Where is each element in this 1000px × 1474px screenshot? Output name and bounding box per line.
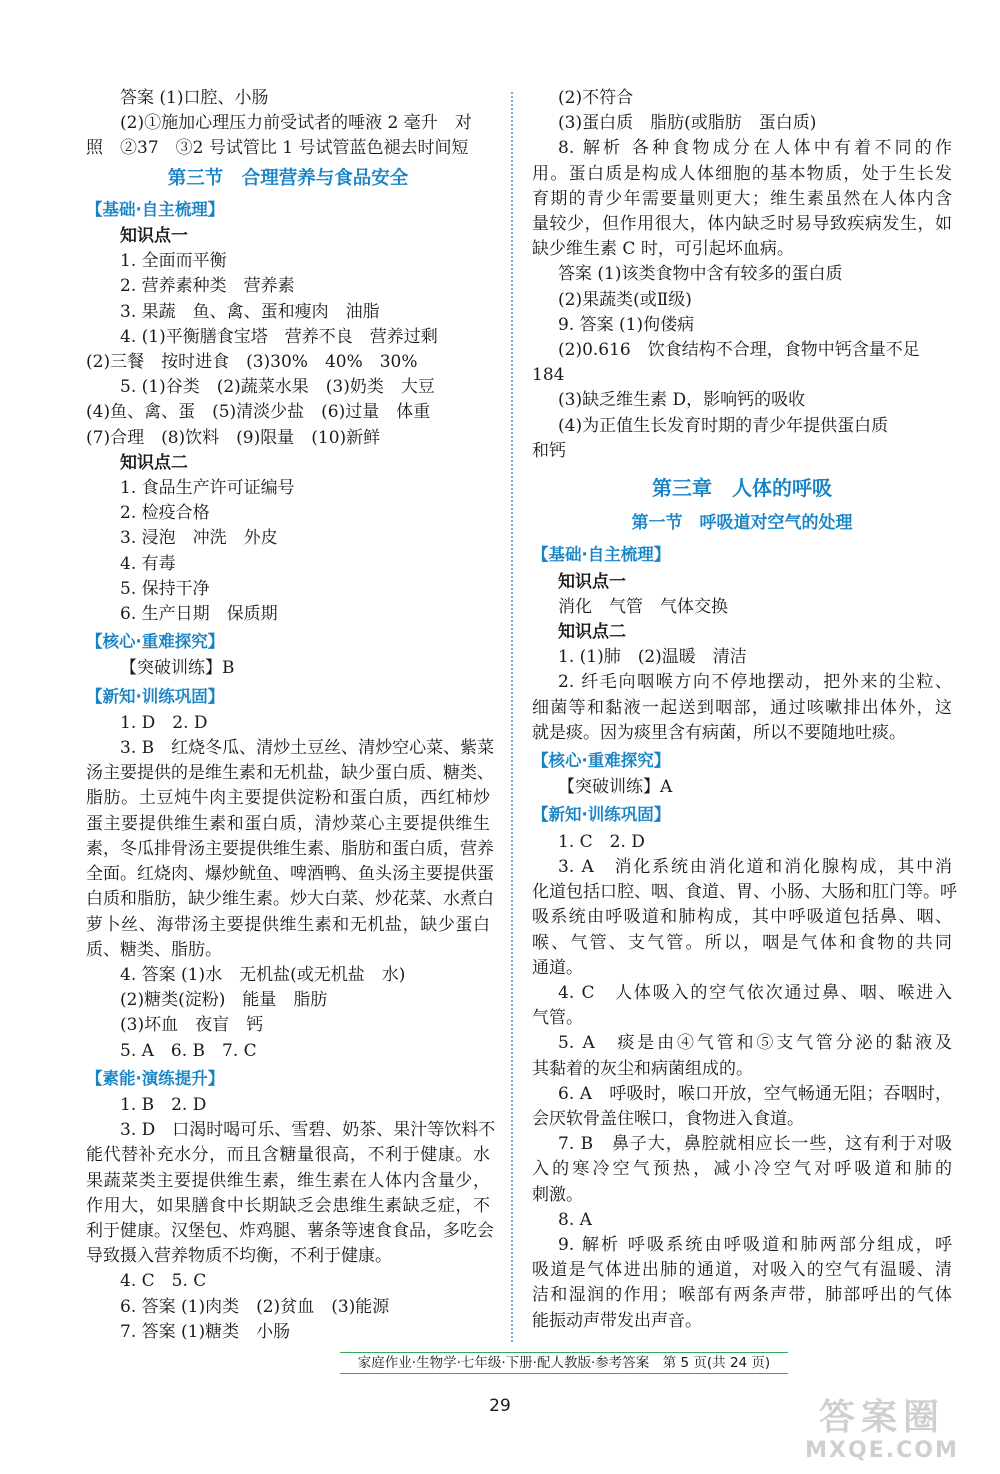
section-tag: 【基础·自主梳理】: [86, 199, 225, 219]
text-line: 5. (1)谷类 (2)蔬菜水果 (3)奶类 大豆: [120, 377, 435, 398]
text-line: 蛋主要提供维生素和蛋白质，清炒菜心主要提供维生: [86, 813, 490, 834]
text-line: 6. A 呼吸时，喉口开放，空气畅通无阻；吞咽时，: [558, 1083, 952, 1104]
text-line: 消化 气管 气体交换: [558, 596, 728, 617]
text-line: 缺少维生素 C 时，可引起坏血病。: [532, 239, 794, 260]
text-line: 就是痰。因为痰里含有病菌，所以不要随地吐痰。: [532, 722, 906, 743]
text-line: 利于健康。汉堡包、炸鸡腿、薯条等速食食品，多吃会: [86, 1220, 494, 1241]
text-line: 1. 全面而平衡: [120, 251, 227, 272]
text-line: 【突破训练】B: [120, 658, 235, 679]
text-line: 1. (1)肺 (2)温暖 清洁: [558, 647, 747, 668]
text-line: 2. 检疫合格: [120, 503, 210, 524]
page-number: 29: [489, 1396, 511, 1416]
text-line: (2)①施加心理压力前受试者的唾液 2 毫升 对: [120, 113, 472, 134]
watermark-text: 答案圈: [818, 1397, 945, 1438]
section-tag: 【新知·训练巩固】: [532, 805, 671, 825]
text-line: 用。蛋白质是构成人体细胞的基本物质，处于生长发: [532, 163, 952, 184]
section-title: 第三节 合理营养与食品安全: [167, 167, 409, 189]
text-line: 1. B 2. D: [120, 1094, 207, 1115]
footer-bar: 家庭作业·生物学·七年级·下册·配人教版·参考答案 第 5 页(共 24 页): [340, 1352, 788, 1374]
text-line: 量较少，但作用很大，体内缺乏时易导致疾病发生，如: [532, 214, 952, 235]
text-line: 7. B 鼻子大，鼻腔就相应长一些，这有利于对吸: [558, 1134, 952, 1155]
text-line: 脂肪。土豆炖牛肉主要提供淀粉和蛋白质，西红柿炒: [86, 788, 490, 809]
text-line: 白质和脂肪，缺少维生素。炒大白菜、炒花菜、水煮白: [86, 889, 494, 910]
text-line: 吸系统由呼吸道和肺构成，其中呼吸道包括鼻、咽、: [532, 907, 952, 928]
text-line: 【突破训练】A: [558, 777, 673, 798]
section-title: 第一节 呼吸道对空气的处理: [631, 513, 853, 534]
section-tag: 【基础·自主梳理】: [532, 545, 671, 565]
text-line: 6. 答案 (1)肉类 (2)贫血 (3)能源: [120, 1296, 390, 1317]
text-line: 通道。: [532, 957, 583, 978]
left-column: [86, 86, 496, 1345]
text-line: 1. C 2. D: [558, 831, 645, 852]
text-line: 3. 果蔬 鱼、禽、蛋和瘦肉 油脂: [120, 301, 380, 322]
text-line: 8. A: [558, 1209, 592, 1230]
chapter-title: 第三章 人体的呼吸: [652, 476, 832, 501]
text-line: 气管。: [532, 1008, 583, 1029]
text-line: 其黏着的灰尘和病菌组成的。: [532, 1058, 753, 1079]
text-line: 知识点二: [120, 452, 188, 473]
text-line: 作用大，如果膳食中长期缺乏会患维生素缺乏症，不: [86, 1195, 490, 1216]
text-line: 7. 答案 (1)糖类 小肠: [120, 1321, 291, 1342]
text-line: 喉、气管、支气管。所以，咽是气体和食物的共同: [532, 932, 952, 953]
text-line: 知识点二: [558, 622, 626, 643]
text-line: 184: [532, 365, 565, 386]
text-line: 知识点一: [120, 226, 188, 247]
text-line: 答案 (1)口腔、小肠: [120, 88, 269, 108]
text-line: 洁和湿润的作用；喉部有两条声带，肺部呼出的气体: [532, 1285, 952, 1306]
text-line: 4. (1)平衡膳食宝塔 营养不良 营养过剩: [120, 326, 438, 347]
text-line: (3)坏血 夜盲 钙: [120, 1015, 264, 1036]
text-line: 会厌软骨盖住喉口，食物进入食道。: [532, 1108, 804, 1129]
text-line: 3. 浸泡 冲洗 外皮: [120, 528, 278, 549]
text-line: (2)糖类(淀粉) 能量 脂肪: [120, 990, 328, 1011]
text-line: (2)不符合: [558, 88, 634, 108]
text-line: 照 ②37 ③2 号试管比 1 号试管蓝色褪去时间短: [86, 138, 469, 159]
text-line: 全面。红烧肉、爆炒鱿鱼、啤酒鸭、鱼头汤主要提供蛋: [86, 864, 494, 885]
column-divider: [511, 92, 513, 1342]
text-line: 4. C 5. C: [120, 1271, 207, 1292]
text-line: 质、糖类、脂肪。: [86, 939, 222, 960]
text-line: 1. 食品生产许可证编号: [120, 478, 295, 499]
text-line: 导致摄入营养物质不均衡，不利于健康。: [86, 1246, 392, 1267]
text-line: 刺激。: [532, 1184, 583, 1205]
text-line: (4)为正值生长发育时期的青少年提供蛋白质: [558, 415, 889, 436]
text-line: 素，冬瓜排骨汤主要提供维生素、脂肪和蛋白质，营养: [86, 838, 494, 859]
watermark-url: MXQE.COM: [805, 1438, 959, 1463]
text-line: 汤主要提供的是维生素和无机盐，缺少蛋白质、糖类、: [86, 763, 494, 784]
text-line: 果蔬菜类主要提供维生素，维生素在人体内含量少，: [86, 1170, 490, 1191]
text-line: 2. 纤毛向咽喉方向不停地摆动，把外来的尘粒、: [558, 672, 952, 693]
section-tag: 【核心·重难探究】: [532, 751, 671, 771]
text-line: 2. 营养素种类 营养素: [120, 276, 295, 297]
text-line: 吸道是气体进出肺的通道，对吸入的空气有温暖、清: [532, 1260, 952, 1281]
section-tag: 【新知·训练巩固】: [86, 686, 225, 706]
right-column: [532, 86, 957, 1334]
text-line: (3)缺乏维生素 D，影响钙的吸收: [558, 390, 806, 411]
text-line: 8. 解析 各种食物成分在人体中有着不同的作: [558, 138, 952, 159]
section-tag: 【核心·重难探究】: [86, 632, 225, 652]
text-line: 入的寒冷空气预热，减小冷空气对呼吸道和肺的: [532, 1159, 952, 1180]
text-line: 化道包括口腔、咽、食道、胃、小肠、大肠和肛门等。呼: [532, 882, 957, 903]
text-line: 3. B 红烧冬瓜、清炒土豆丝、清炒空心菜、紫菜: [120, 738, 495, 759]
text-line: 5. A 痰是由④气管和⑤支气管分泌的黏液及: [558, 1033, 952, 1054]
text-line: 知识点一: [558, 571, 626, 592]
text-line: (4)鱼、禽、蛋 (5)清淡少盐 (6)过量 体重: [86, 402, 431, 423]
text-line: (2)三餐 按时进食 (3)30% 40% 30%: [86, 352, 418, 373]
text-line: 能代替补充水分，而且含糖量很高，不利于健康。水: [86, 1145, 490, 1166]
text-line: 4. 有毒: [120, 553, 176, 574]
text-line: 答案 (1)该类食物中含有较多的蛋白质: [558, 264, 843, 285]
text-line: 4. 答案 (1)水 无机盐(或无机盐 水): [120, 964, 406, 985]
text-line: 5. 保持干净: [120, 578, 210, 599]
text-line: 3. A 消化系统由消化道和消化腺构成，其中消: [558, 856, 952, 877]
text-line: 能振动声带发出声音。: [532, 1310, 702, 1331]
text-line: 5. A 6. B 7. C: [120, 1040, 257, 1061]
text-line: 9. 解析 呼吸系统由呼吸道和肺两部分组成，呼: [558, 1234, 952, 1255]
section-tag: 【素能·演练提升】: [86, 1068, 225, 1088]
text-line: 4. C 人体吸入的空气依次通过鼻、咽、喉进入: [558, 982, 952, 1003]
text-line: (2)0.616 饮食结构不合理，食物中钙含量不足: [558, 340, 920, 361]
text-line: 3. D 口渴时喝可乐、雪碧、奶茶、果汁等饮料不: [120, 1120, 496, 1141]
text-line: 细菌等和黏液一起送到咽部，通过咳嗽排出体外，这: [532, 697, 952, 718]
text-line: (7)合理 (8)饮料 (9)限量 (10)新鲜: [86, 427, 381, 448]
text-line: (3)蛋白质 脂肪(或脂肪 蛋白质): [558, 113, 817, 134]
text-line: 6. 生产日期 保质期: [120, 604, 278, 625]
text-line: 育期的青少年需要量则更大；维生素虽然在人体内含: [532, 188, 952, 209]
text-line: 9. 答案 (1)佝偻病: [558, 314, 695, 335]
text-line: 萝卜丝、海带汤主要提供维生素和无机盐，缺少蛋白: [86, 914, 490, 935]
text-line: 和钙: [532, 440, 566, 461]
text-line: (2)果蔬类(或Ⅱ级): [558, 289, 692, 310]
watermark-logo: [792, 1398, 972, 1468]
text-line: 1. D 2. D: [120, 712, 208, 733]
